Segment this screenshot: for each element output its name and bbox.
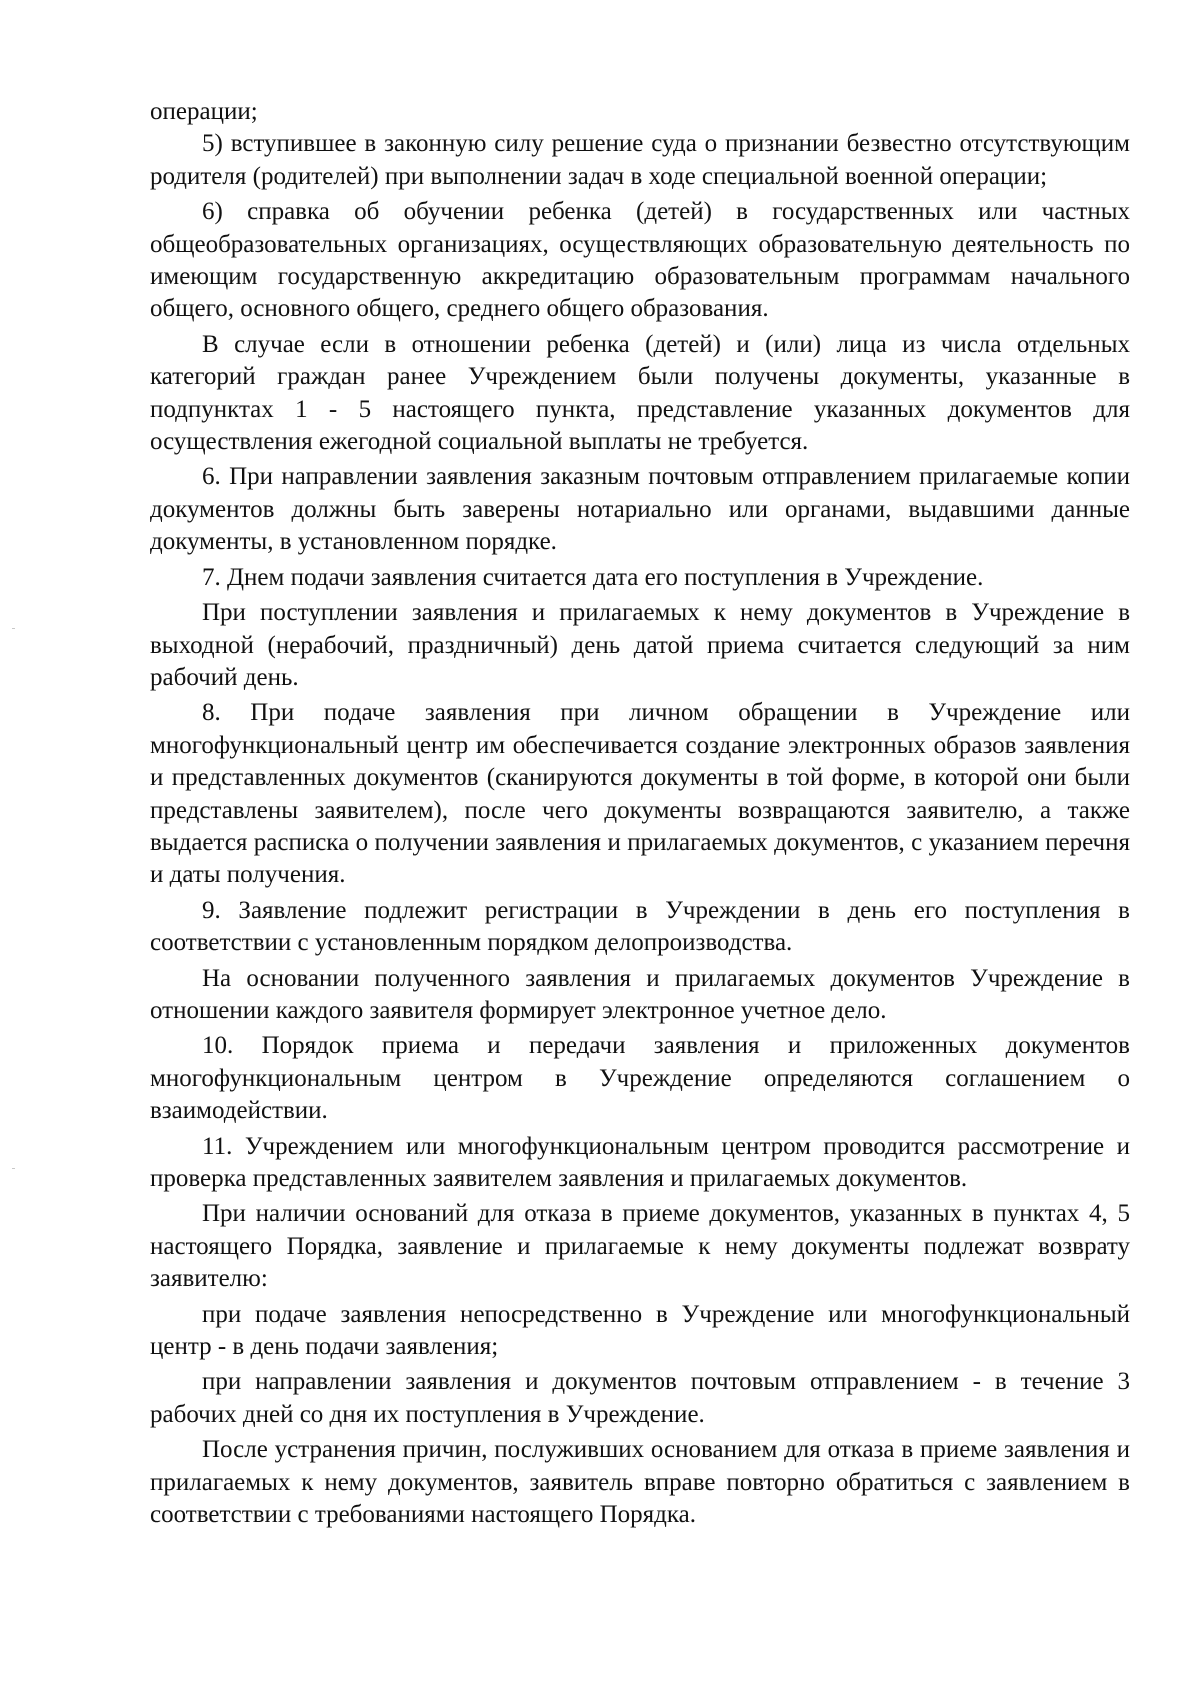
- paragraph: При наличии оснований для отказа в приеме документов, указанных в пунктах 4, 5 настоящего Порядка, заявление и прилагаемые к нему документы подлежат возврату заявителю:: [150, 1200, 1130, 1293]
- paragraph: 5) вступившее в законную силу решение суда о признании безвестно отсутствующим родителя (родителей) при выполнении задач в ходе специальной военной операции;: [150, 130, 1130, 190]
- paragraph: 6. При направлении заявления заказным почтовым отправлением прилагаемые копии документов должны быть заверены нотариально или органами, выдавшими данные документы, в установленном порядке.: [150, 463, 1130, 556]
- paragraph: операции;: [150, 98, 258, 125]
- paragraph: 10. Порядок приема и передачи заявления и приложенных документов многофункциональным центром в Учреждение определяются соглашением о взаимодействии.: [150, 1032, 1130, 1125]
- paragraph: При поступлении заявления и прилагаемых к нему документов в Учреждение в выходной (нерабочий, праздничный) день датой приема считается следующий за ним рабочий день.: [150, 599, 1130, 691]
- paragraph: После устранения причин, послуживших основанием для отказа в приеме заявления и прилагаемых к нему документов, заявитель вправе повторно обратиться с заявлением в соответствии с требованиями настоящего Порядка.: [150, 1436, 1130, 1529]
- paragraph: На основании полученного заявления и прилагаемых документов Учреждение в отношении каждого заявителя формирует электронное учетное дело.: [150, 964, 1130, 1024]
- paragraph: 9. Заявление подлежит регистрации в Учреждении в день его поступления в соответствии с установленным порядком делопроизводства.: [150, 896, 1130, 957]
- paragraph: 11. Учреждением или многофункциональным центром проводится рассмотрение и проверка представленных заявителем заявления и прилагаемых документов.: [150, 1132, 1130, 1192]
- scan-artifact: [12, 1168, 15, 1169]
- scan-artifact: [12, 628, 15, 629]
- paragraph: при подаче заявления непосредственно в Учреждение или многофункциональный центр - в день подачи заявления;: [150, 1300, 1130, 1361]
- paragraph: В случае если в отношении ребенка (детей) и (или) лица из числа отдельных категорий граждан ранее Учреждением были получены документы, указанные в подпунктах 1 - 5 настоящего пункта, представление указанных документов для осуществления ежегодной социальной выплаты не требуется.: [150, 330, 1130, 456]
- paragraph: 6) справка об обучении ребенка (детей) в государственных или частных общеобразовательных организациях, осуществляющих образовательную деятельность по имеющим государственную аккредитацию образовательным программам начального общего, основного общего, среднего общего образования.: [150, 198, 1130, 323]
- paragraph: 8. При подаче заявления при личном обращении в Учреждение или многофункциональный центр им обеспечивается создание электронных образов заявления и представленных документов (сканируются документы в той форме, в которой они были представлены заявителем), после чего документы возвращаются заявителю, а также выдается расписка о получении заявления и прилагаемых документов, с указанием перечня и даты получения.: [150, 699, 1130, 889]
- paragraph: 7. Днем подачи заявления считается дата его поступления в Учреждение.: [202, 563, 984, 591]
- paragraph: при направлении заявления и документов почтовым отправлением - в течение 3 рабочих дней со дня их поступления в Учреждение.: [150, 1368, 1130, 1428]
- document-body: [150, 96, 1130, 1531]
